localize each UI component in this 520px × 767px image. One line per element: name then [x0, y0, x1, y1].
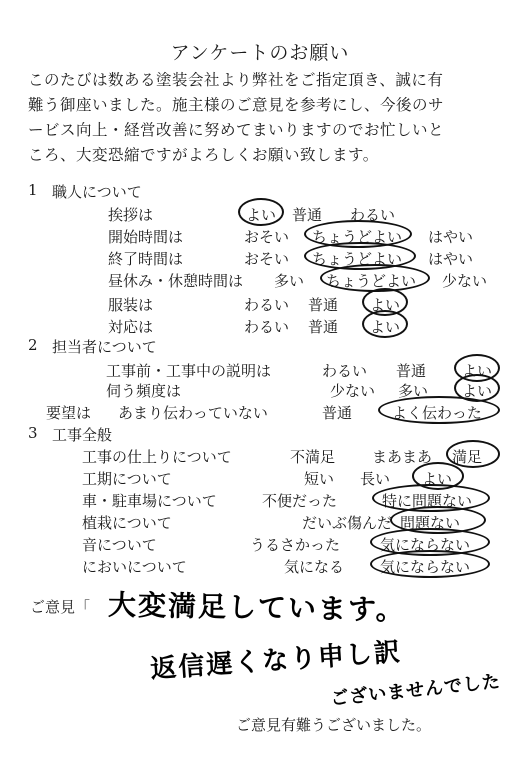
section-number: 3: [28, 424, 38, 442]
option[interactable]: 特に問題ない: [382, 492, 473, 510]
option[interactable]: あまり伝わっていない: [118, 404, 268, 422]
question-label: 服装は: [108, 296, 154, 314]
option[interactable]: 普通: [308, 296, 339, 314]
section-title: 職人について: [52, 183, 142, 201]
closing-text: ご意見有難うございました。: [236, 716, 432, 734]
question-label: 工期について: [82, 470, 172, 488]
option[interactable]: ちょうどよい: [312, 250, 403, 268]
option[interactable]: 長い: [360, 470, 391, 488]
option[interactable]: ちょうどよい: [312, 228, 403, 246]
option[interactable]: 普通: [292, 206, 323, 224]
option[interactable]: わるい: [244, 296, 290, 314]
option[interactable]: おそい: [244, 228, 290, 246]
option[interactable]: わるい: [244, 318, 290, 336]
option[interactable]: 普通: [322, 404, 353, 422]
page-title: アンケートのお願い: [170, 42, 350, 64]
option[interactable]: よい: [462, 362, 493, 380]
option[interactable]: はやい: [428, 228, 474, 246]
option[interactable]: 不満足: [290, 448, 336, 466]
question-label: 工事の仕上りについて: [82, 448, 232, 466]
question-label: 開始時間は: [108, 228, 184, 246]
option[interactable]: わるい: [322, 362, 368, 380]
question-label: 挨拶は: [108, 206, 154, 224]
section-title: 工事全般: [52, 426, 113, 444]
option[interactable]: ちょうどよい: [326, 272, 417, 290]
option[interactable]: 満足: [452, 448, 483, 466]
option[interactable]: まあまあ: [372, 448, 433, 466]
intro-line: ービス向上・経営改善に努めてまいりますのでお忙しいと: [28, 121, 445, 139]
option[interactable]: 気になる: [284, 558, 345, 576]
option[interactable]: おそい: [244, 250, 290, 268]
option[interactable]: 少ない: [442, 272, 488, 290]
section-title: 担当者について: [52, 338, 157, 356]
option[interactable]: だいぶ傷んだ: [302, 514, 393, 532]
option[interactable]: よい: [422, 470, 453, 488]
selection-circle: [446, 440, 500, 468]
intro-line: 難う御座いました。施主様のご意見を参考にし、今後のサ: [28, 96, 445, 114]
handwritten-comment: 返信遅くなり申し訳: [149, 637, 403, 685]
option[interactable]: 問題ない: [400, 514, 461, 532]
option[interactable]: 気にならない: [380, 536, 471, 554]
question-label: 音について: [82, 536, 157, 554]
option[interactable]: 多い: [274, 272, 305, 290]
option[interactable]: よい: [370, 296, 401, 314]
option[interactable]: うるさかった: [250, 536, 341, 554]
handwritten-comment: 大変満足しています。: [107, 588, 407, 627]
opinion-label: ご意見「: [30, 598, 91, 616]
option[interactable]: 不便だった: [262, 492, 338, 510]
option[interactable]: よい: [370, 318, 401, 336]
selection-circle: [320, 264, 430, 292]
selection-circle: [370, 550, 490, 578]
option[interactable]: 少ない: [330, 382, 376, 400]
option[interactable]: わるい: [350, 206, 396, 224]
option[interactable]: 普通: [308, 318, 339, 336]
option[interactable]: 多い: [398, 382, 429, 400]
question-label: 終了時間は: [108, 250, 184, 268]
intro-line: ころ、大変恐縮ですがよろしくお願い致します。: [28, 146, 379, 164]
selection-circle: [362, 310, 408, 338]
option[interactable]: よく伝わった: [392, 404, 482, 422]
section-number: 1: [28, 181, 38, 199]
section-number: 2: [28, 336, 38, 354]
question-label: 植栽について: [82, 514, 172, 532]
option[interactable]: 普通: [396, 362, 427, 380]
intro-line: このたびは数ある塗装会社より弊社をご指定頂き、誠に有: [28, 71, 444, 89]
option[interactable]: はやい: [428, 250, 474, 268]
question-label: 車・駐車場について: [82, 492, 217, 510]
option[interactable]: よい: [462, 382, 493, 400]
option[interactable]: 短い: [304, 470, 335, 488]
question-label: においについて: [82, 558, 187, 576]
question-label: 対応は: [108, 318, 154, 336]
handwritten-comment: ございませんでした: [329, 671, 502, 710]
option[interactable]: 気にならない: [380, 558, 471, 576]
question-label: 伺う頻度は: [106, 382, 182, 400]
question-label: 工事前・工事中の説明は: [106, 362, 272, 380]
selection-circle: [378, 396, 500, 424]
option[interactable]: よい: [246, 206, 277, 224]
question-label: 昼休み・休憩時間は: [108, 272, 244, 290]
selection-circle: [238, 198, 284, 226]
question-label: 要望は: [46, 404, 92, 422]
